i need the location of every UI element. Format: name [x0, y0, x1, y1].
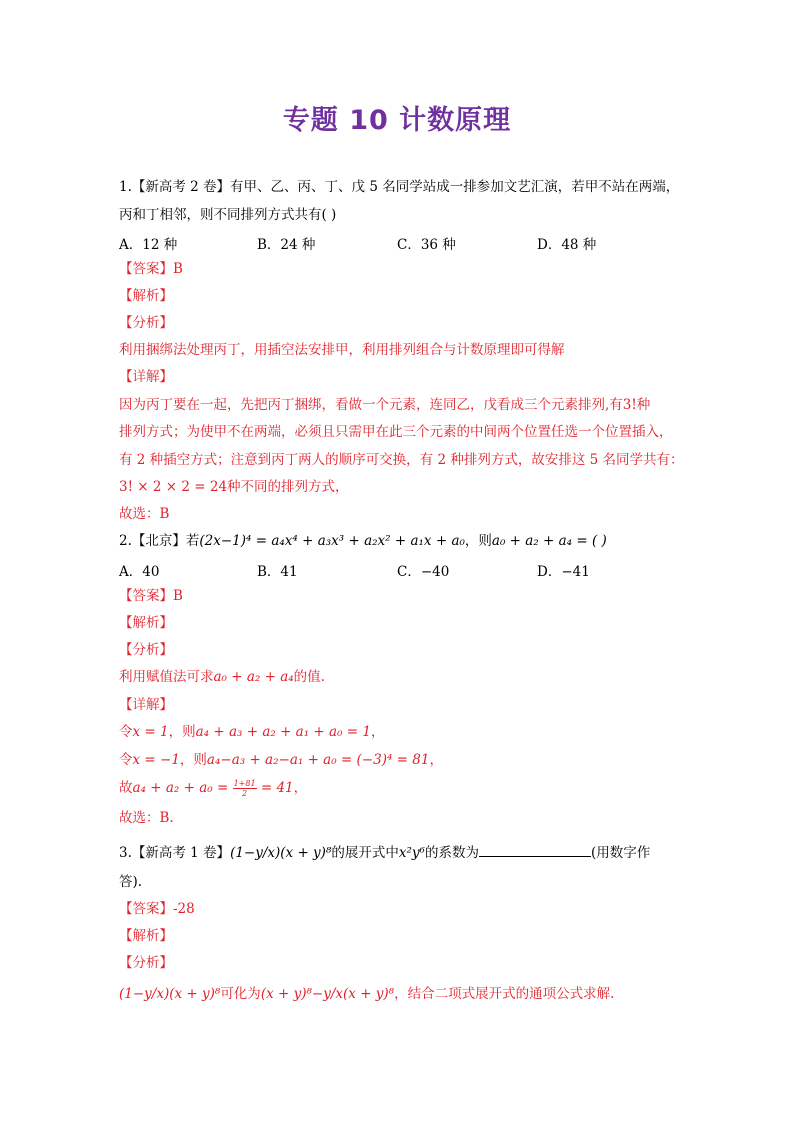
q3-answer: 【答案】-28 — [119, 901, 195, 917]
q2-line1-eq1: x = 1 — [132, 724, 169, 740]
q3-stem-line2: 答). — [119, 874, 143, 890]
q3-stem-tail: (用数字作 — [590, 845, 651, 861]
q2-line3-gu: 故 — [119, 780, 133, 796]
q1-option-c: C．36 种 — [397, 237, 456, 253]
q2-fraction-numerator: 1+81 — [233, 779, 256, 788]
q1-detail-line4: 3! × 2 × 2 = 24种不同的排列方式， — [119, 479, 349, 495]
q2-line2-eq1: x = −1 — [132, 752, 180, 768]
q3-stem-equation2: x²y⁶ — [398, 845, 425, 861]
q1-detail-line1: 因为丙丁要在一起，先把丙丁捆绑，看做一个元素，连同乙，戊看成三个元素排列,有3!种 — [119, 397, 651, 413]
q2-line3-eq: a₄ + a₂ + a₀ = — [132, 780, 229, 796]
q1-stem-line1: 1.【新高考 2 卷】有甲、乙、丙、丁、戊 5 名同学站成一排参加文艺汇演，若甲不站在两端， — [119, 179, 680, 195]
q2-detail-line2 — [119, 751, 443, 769]
q2-line3-fraction — [233, 779, 257, 798]
q1-stem-line2: 丙和丁相邻，则不同排列方式共有( ) — [119, 207, 337, 223]
q2-fenxi-prefix: 利用赋值法可求 — [119, 669, 214, 685]
q2-option-b: B．41 — [257, 564, 298, 580]
q2-stem-mid: ，则 — [464, 533, 492, 549]
q2-line2-ze: ，则 — [179, 752, 207, 768]
q2-fenxi-suffix: 的值. — [293, 669, 325, 685]
q2-line1-comma: ， — [370, 724, 385, 740]
q2-detail-line1 — [119, 723, 384, 741]
q2-answer: 【答案】B — [119, 588, 183, 604]
q2-stem — [119, 532, 607, 550]
q3-stem-prefix: 3.【新高考 1 卷】 — [119, 845, 231, 861]
q2-fenxi-text — [119, 668, 325, 686]
q2-line1-ling: 令 — [119, 724, 133, 740]
q2-line3-eq-end: = 41 — [260, 780, 294, 796]
q1-fenxi-heading: 【分析】 — [119, 315, 173, 331]
q2-option-c: C．−40 — [397, 564, 450, 580]
q3-jiexi-heading: 【解析】 — [119, 928, 173, 944]
q1-detail-line2: 排列方式；为使甲不在两端，必须且只需甲在此三个元素的中间两个位置任选一个位置插入， — [119, 424, 673, 440]
page-title: 专题 10 计数原理 — [282, 105, 512, 136]
q2-stem-equation2: a₀ + a₂ + a₄ = ( ) — [491, 533, 607, 549]
q1-detail-line3: 有 2 种插空方式；注意到丙丁两人的顺序可交换，有 2 种排列方式，故安排这 5 名同学共有： — [119, 452, 684, 468]
q2-line2-ling: 令 — [119, 752, 133, 768]
q2-stem-equation: (2x−1)⁴ = a₄x⁴ + a₃x³ + a₂x² + a₁x + a₀ — [199, 533, 465, 549]
q1-option-a: A．12 种 — [119, 237, 178, 253]
q3-fenxi-text — [119, 985, 614, 1003]
q3-stem-mid: 的展开式中 — [331, 845, 399, 861]
q2-line2-comma: ， — [429, 752, 443, 768]
q3-fenxi-eq2: (x + y)⁸−y/x(x + y)⁸ — [260, 986, 395, 1002]
q3-stem-equation: (1−y/x)(x + y)⁸ — [230, 845, 332, 861]
q1-answer: 【答案】B — [119, 261, 183, 277]
q2-line1-ze: ，则 — [168, 724, 196, 740]
q1-jiexi-heading: 【解析】 — [119, 288, 173, 304]
q2-conclusion: 故选：B. — [119, 810, 174, 826]
q3-fenxi-suffix: ，结合二项式展开式的通项公式求解. — [394, 986, 615, 1002]
q2-stem-prefix: 2.【北京】若 — [119, 533, 200, 549]
q3-answer-blank[interactable] — [479, 842, 591, 857]
q1-xiangjie-heading: 【详解】 — [119, 369, 173, 385]
q3-fenxi-mid: 可化为 — [220, 986, 261, 1002]
q2-line3-comma: ， — [293, 780, 308, 796]
q2-option-d: D．−41 — [537, 564, 590, 580]
q1-conclusion: 故选：B — [119, 506, 170, 522]
q2-line1-eq2: a₄ + a₃ + a₂ + a₁ + a₀ = 1 — [195, 724, 371, 740]
q1-option-b: B．24 种 — [257, 237, 316, 253]
q3-stem — [119, 842, 650, 862]
q3-fenxi-heading: 【分析】 — [119, 955, 173, 971]
q2-xiangjie-heading: 【详解】 — [119, 697, 173, 713]
q1-option-d: D．48 种 — [537, 237, 597, 253]
q2-jiexi-heading: 【解析】 — [119, 615, 173, 631]
q1-fenxi-text: 利用捆绑法处理丙丁，用插空法安排甲，利用排列组合与计数原理即可得解 — [119, 342, 565, 358]
q3-fenxi-eq1: (1−y/x)(x + y)⁸ — [119, 986, 221, 1002]
q2-line2-eq2: a₄−a₃ + a₂−a₁ + a₀ = (−3)⁴ = 81 — [206, 752, 430, 768]
q2-option-a: A．40 — [119, 564, 160, 580]
q2-detail-line3 — [119, 779, 307, 798]
q2-fraction-denominator: 2 — [242, 789, 248, 798]
q3-stem-suffix: 的系数为 — [424, 845, 479, 861]
q2-fenxi-heading: 【分析】 — [119, 642, 173, 658]
q2-fenxi-equation: a₀ + a₂ + a₄ — [213, 669, 294, 685]
